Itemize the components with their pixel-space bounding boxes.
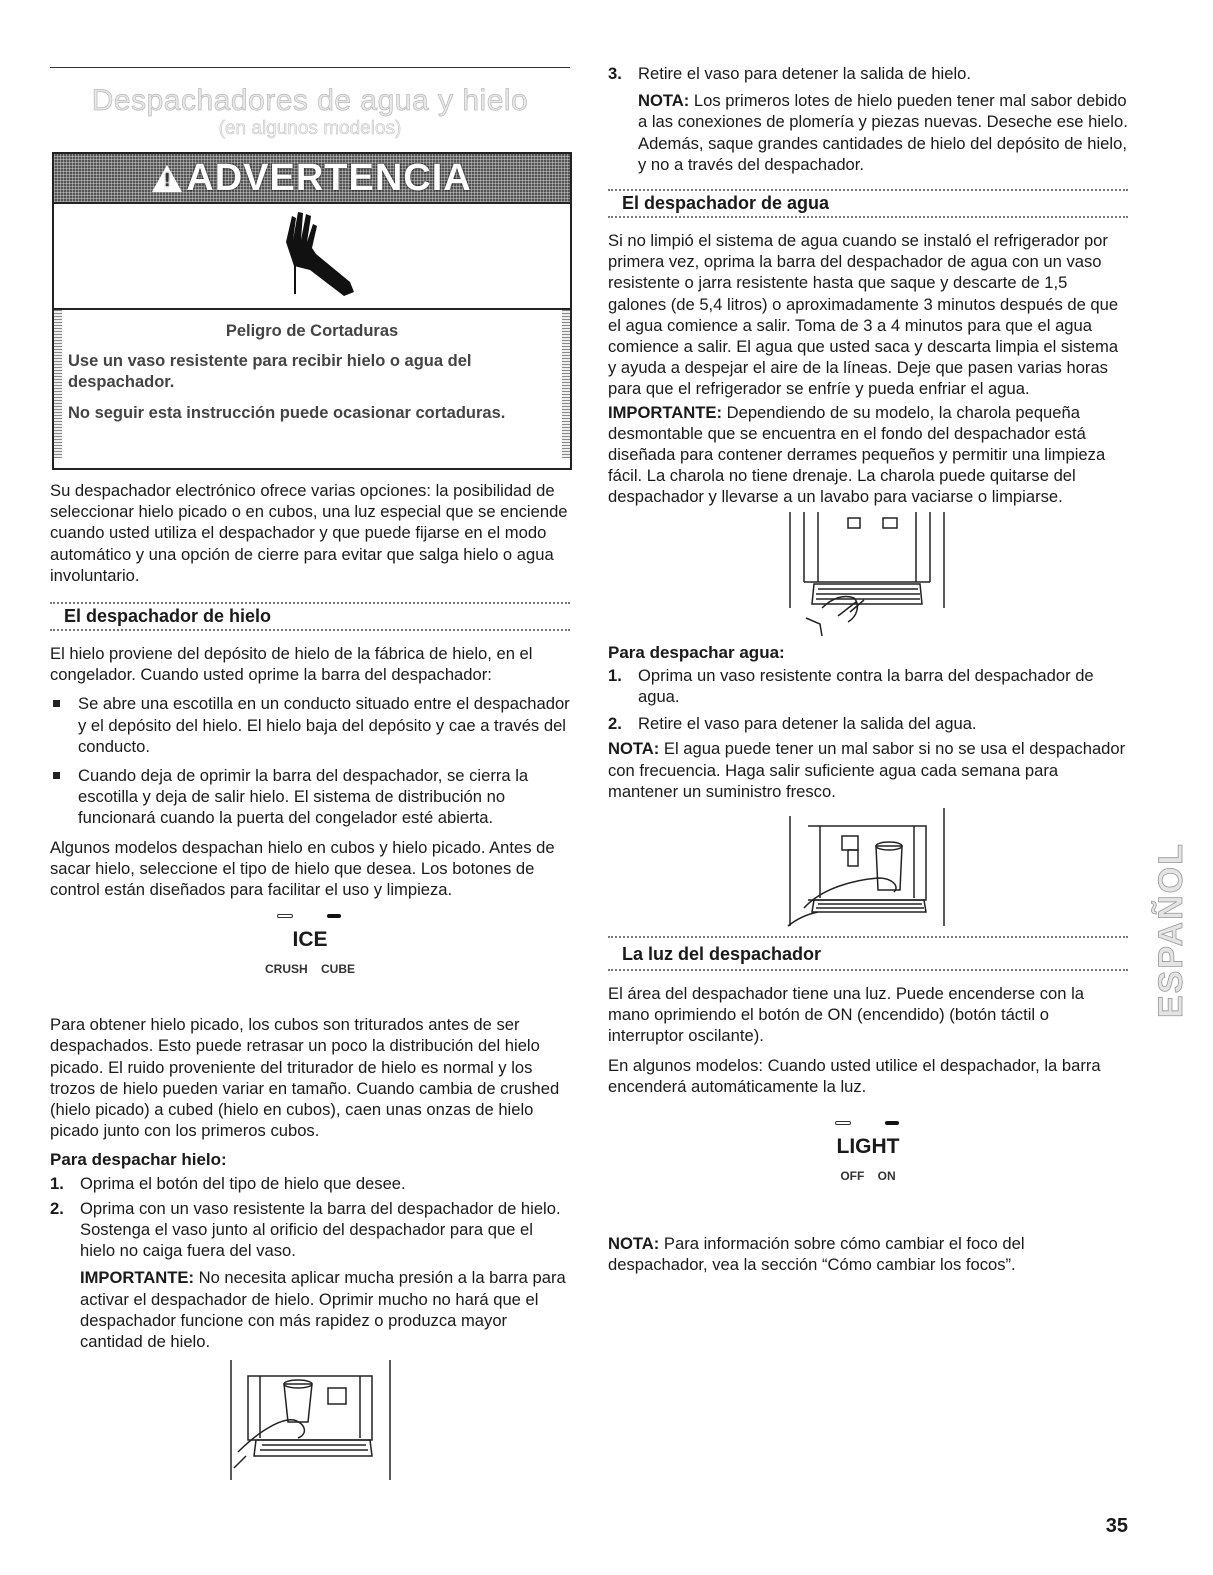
- on-button[interactable]: ON: [877, 1169, 896, 1184]
- important-text: Dependiendo de su modelo, la charola pequeña desmontable que se encuentra en el fondo del despachador está diseñada para contener derrames pequeños y permitir una limpieza fácil. La charola no tiene drenaje. La charola puede quitarse del despachador y llevarse a un lavabo para vaciarse o limpiarse.: [608, 402, 1106, 507]
- light-paragraph-1: El área del despachador tiene una luz. Puede encenderse con la mano oprimiendo el botón de ON (encendido) (botón táctil o interruptor oscilante).: [608, 984, 1085, 1046]
- section-divider: [50, 629, 570, 631]
- list-item: [608, 63, 1128, 175]
- important-label: IMPORTANTE:: [80, 1268, 194, 1288]
- ice-bullet-list: [50, 693, 570, 828]
- light-panel-options: [803, 1169, 933, 1183]
- important-label: IMPORTANTE:: [608, 402, 722, 422]
- side-language-label: ESPAÑOL: [1152, 842, 1190, 1018]
- warning-line-1: Use un vaso resistente para recibir hielo o agua del despachador.: [68, 352, 472, 391]
- water-paragraph-1: Si no limpió el sistema de agua cuando se instaló el refrigerador por primera vez, oprima la barra del despachador de agua con un vaso resistente o jarra resistente hasta que saque y descarte de 1,5 galones (de 5,4 litros) o aproximadamente 3 minutos después de que el agua comience a salir. Toma de 3 a 4 minutos para que el agua comience a salir. El agua que usted saca y descarta limpia el sistema y ayuda a despejar el aire de la líneas. Deje que pasen varias horas para que el refrigerador se enfríe y pueda enfriar el agua.: [608, 231, 1119, 399]
- step-number: 2.: [608, 714, 622, 734]
- light-note: [608, 1233, 1128, 1275]
- ice-panel-options: [245, 962, 375, 976]
- list-item: [50, 1173, 570, 1194]
- off-indicator: [835, 1121, 851, 1125]
- note-text: El agua puede tener un mal sabor si no se usa el despachador con frecuencia. Haga salir suficiente agua cada semana para mantener un suministro fresco.: [608, 739, 1126, 801]
- cube-indicator: [327, 914, 341, 918]
- note-text: Los primeros lotes de hielo pueden tener mal sabor debido a las conexiones de plomería y piezas nuevas. Deseche ese hielo. Además, saque grandes cantidades de hielo del depósito de hielo, y no a través del despachador.: [638, 91, 1128, 174]
- off-button[interactable]: OFF: [840, 1169, 865, 1184]
- warning-stripe-left: [54, 310, 62, 458]
- note-label: NOTA:: [608, 739, 660, 759]
- crush-button[interactable]: CRUSH: [264, 962, 308, 977]
- ice-paragraph-3: Para obtener hielo picado, los cubos son triturados antes de ser despachados. Esto puede retrasar un poco la distribución del hielo picado. El ruido proveniente del triturador de hielo es normal y los trozos de hielo pueden variar en tamaño. Cuando cambia de crushed (hielo picado) a cubed (hielo en cubos), caen unas onzas de hielo picado junto con los primeros cubos.: [50, 1015, 560, 1141]
- warning-line-2: No seguir esta instrucción puede ocasionar cortaduras.: [68, 404, 506, 422]
- ice-steps-list: [50, 1173, 570, 1353]
- ice-paragraph-2: Algunos modelos despachan hielo en cubos y hielo picado. Antes de sacar hielo, seleccione el tipo de hielo que desea. Los botones de control están diseñados para facilitar el uso y limpieza.: [50, 837, 555, 900]
- cut-hazard-icon: [54, 204, 570, 310]
- warning-label: ADVERTENCIA: [186, 156, 472, 199]
- water-note: [608, 738, 1128, 802]
- ice-important-note: [80, 1267, 570, 1352]
- ice-steps-heading: Para despachar hielo:: [50, 1150, 227, 1170]
- step-text: Oprima con un vaso resistente la barra del despachador de hielo. Sostenga el vaso junto al orificio del despachador para que el hielo no caiga fuera del vaso.: [80, 1198, 561, 1261]
- ice-paragraph-1: El hielo proviene del depósito de hielo de la fábrica de hielo, en el congelador. Cuando usted oprime la barra del despachador:: [50, 644, 533, 685]
- note-text: Para información sobre cómo cambiar el foco del despachador, vea la sección “Cómo cambiar los focos”.: [608, 1234, 1025, 1275]
- water-steps-heading: Para despachar agua:: [608, 642, 785, 662]
- ice-control-panel: [245, 914, 375, 1004]
- list-item: [50, 1198, 570, 1352]
- warning-box: [52, 152, 572, 470]
- light-section-heading: La luz del despachador: [622, 944, 822, 965]
- step-text: Retire el vaso para detener la salida del agua.: [638, 714, 977, 734]
- crush-indicator: [277, 914, 293, 918]
- water-important: [608, 402, 1128, 508]
- warning-stripe-right: [562, 310, 570, 458]
- step-number: 1.: [608, 665, 622, 685]
- list-item: Se abre una escotilla en un conducto situado entre el despachador y el depósito del hielo. El hielo baja del depósito y cae a través del conducto.: [50, 693, 570, 757]
- on-indicator: [885, 1121, 899, 1125]
- header-rule: [50, 67, 570, 68]
- step-number: 2.: [50, 1198, 64, 1218]
- light-control-panel: [803, 1121, 933, 1211]
- list-item: [608, 713, 1128, 734]
- warning-heading: Peligro de Cortaduras: [225, 322, 399, 340]
- note-label: NOTA:: [638, 91, 690, 111]
- important-text: No necesita aplicar mucha presión a la barra para activar el despachador de hielo. Oprimir mucho no hará que el despachador funcione con más rapidez o produzca mayor cantidad de hielo.: [80, 1268, 566, 1352]
- step-number: 1.: [50, 1173, 64, 1193]
- warning-triangle-icon: [152, 165, 182, 192]
- page-title: Despachadores de agua y hielo: [91, 84, 529, 117]
- section-divider: [608, 969, 1128, 971]
- ice-section-heading: El despachador de hielo: [64, 606, 272, 627]
- light-paragraph-2: En algunos modelos: Cuando usted utilice el despachador, la barra encenderá automáticamente la luz.: [608, 1055, 1101, 1096]
- water-steps-list: [608, 665, 1128, 735]
- ice-dispenser-illustration: [50, 1360, 570, 1480]
- step-text: Oprima el botón del tipo de hielo que desee.: [80, 1173, 406, 1193]
- page-subtitle: (en algunos modelos): [218, 118, 402, 139]
- water-tray-illustration: [608, 512, 1128, 642]
- step-text: Retire el vaso para detener la salida de hielo.: [638, 64, 972, 83]
- cube-button[interactable]: CUBE: [321, 962, 356, 977]
- ice-step-3-list: [608, 63, 1128, 175]
- section-divider: [608, 216, 1128, 218]
- light-panel-label: LIGHT: [836, 1135, 900, 1159]
- water-dispenser-illustration: [608, 808, 1128, 936]
- intro-paragraph: Su despachador electrónico ofrece varias opciones: la posibilidad de seleccionar hielo picado o en cubos, una luz especial que se enciende cuando usted utiliza el despachador y que puede fijarse en el modo automático y una opción de cierre para evitar que salga hielo o agua involuntario.: [50, 481, 568, 585]
- page-number: 35: [1105, 1515, 1128, 1537]
- ice-note: [638, 90, 1128, 175]
- note-label: NOTA:: [608, 1234, 660, 1254]
- step-number: 3.: [608, 64, 622, 83]
- warning-text-area: [54, 310, 570, 424]
- water-section-heading: El despachador de agua: [622, 193, 830, 214]
- step-text: Oprima un vaso resistente contra la barra del despachador de agua.: [638, 665, 1094, 707]
- list-item: Cuando deja de oprimir la barra del despachador, se cierra la escotilla y deja de salir hielo. El sistema de distribución no funcionará cuando la puerta del congelador esté abierta.: [50, 765, 570, 829]
- ice-panel-label: ICE: [292, 928, 328, 952]
- warning-banner: [54, 154, 570, 204]
- list-item: [608, 665, 1128, 707]
